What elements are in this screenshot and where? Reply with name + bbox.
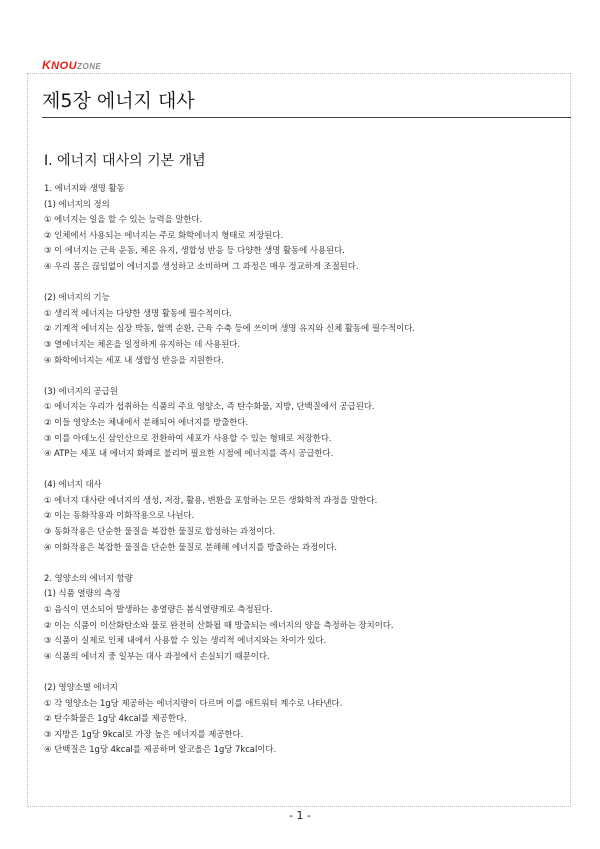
list-item: ② 이들 영양소는 체내에서 분해되어 에너지를 방출한다. [44,416,249,427]
list-item: ③ 식품이 실제로 인체 내에서 사용할 수 있는 생리적 에너지와는 차이가 있다. [44,635,327,646]
knouzone-logo [42,58,101,72]
title-divider [42,117,571,118]
paragraph-gap [44,462,564,478]
list-item: ① 각 영양소는 1g당 제공하는 에너지량이 다르며 이를 애트워터 계수로 나타낸다. [44,697,343,708]
list-item: ② 탄수화물은 1g당 4kcal를 제공한다. [44,713,187,724]
paragraph-gap [44,275,564,291]
list-item: ④ 이화작용은 복잡한 물질을 단순한 물질로 분해해 에너지를 방출하는 과정이다. [44,541,338,552]
logo-letter-k: K [42,58,52,72]
list-item: ② 이는 동화작용과 이화작용으로 나뉜다. [44,510,195,521]
list-item: ③ 동화작용은 단순한 물질을 복잡한 물질로 합성하는 과정이다. [44,526,276,537]
section-heading: Ⅰ. 에너지 대사의 기본 개념 [44,153,206,169]
page-number: - 1 - [289,809,311,822]
list-item: ④ 식품의 에너지 중 일부는 대사 과정에서 손실되기 때문이다. [44,650,270,661]
list-item: ④ 화학에너지는 세포 내 생합성 반응을 지원한다. [44,354,224,365]
heading-energy-and-life: 1. 에너지와 생명 활동 [44,183,125,193]
block-energy-function [44,290,564,368]
block-energy-source [44,384,564,462]
subheading-energy-metabolism: (4) 에너지 대사 [44,479,102,490]
subheading-energy-function: (2) 에너지의 기능 [44,292,110,303]
block-energy-metabolism [44,477,564,555]
heading-nutrient-energy-content: 2. 영양소의 에너지 함량 [44,572,133,583]
list-item: ② 인체에서 사용되는 에너지는 주로 화학에너지 형태로 저장된다. [44,229,284,240]
list-item: ① 음식이 연소되어 발생하는 총열량은 봄식열량계로 측정된다. [44,604,273,615]
block-energy-per-nutrient [44,680,564,758]
paragraph-gap [44,664,564,680]
list-item: ① 에너지 대사란 에너지의 생성, 저장, 활용, 변환을 포함하는 모든 생화학적 과정을 말한다. [44,494,378,505]
block-food-calorie-measurement [44,571,564,665]
chapter-title: 제5장 에너지 대사 [42,90,195,112]
subheading-energy-source: (3) 에너지의 공급원 [44,385,118,396]
list-item: ① 생리적 에너지는 다양한 생명 활동에 필수적이다. [44,307,232,318]
list-item: ③ 이를 아데노신 삼인산으로 전환하여 세포가 사용할 수 있는 형태로 저장한다. [44,432,332,443]
list-item: ④ 단백질은 1g당 4kcal를 제공하며 알코올은 1g당 7kcal이다. [44,744,277,755]
subheading-energy-definition: (1) 에너지의 정의 [44,198,110,209]
list-item: ② 이는 식품이 이산화탄소와 물로 완전히 산화될 때 방출되는 에너지의 양을 측정하는 장치이다. [44,619,394,630]
document-body [44,181,564,758]
subheading-food-calorie-measurement: (1) 식품 열량의 측정 [44,588,121,599]
subheading-energy-per-nutrient: (2) 영양소별 에너지 [44,682,118,692]
paragraph-gap [44,555,564,571]
list-item: ② 기계적 에너지는 심장 박동, 혈액 순환, 근육 수축 등에 쓰이며 생명 유지와 신체 활동에 필수적이다. [44,323,415,334]
list-item: ① 에너지는 우리가 섭취하는 식품의 주요 영양소, 즉 탄수화물, 지방, 단백질에서 공급된다. [44,401,375,412]
block-energy-definition [44,181,564,275]
list-item: ① 에너지는 일을 할 수 있는 능력을 말한다. [44,214,203,225]
list-item: ④ 우리 몸은 끊임없이 에너지를 생성하고 소비하며 그 과정은 매우 정교하게 조절된다. [44,260,359,271]
paragraph-gap [44,368,564,384]
list-item: ③ 열에너지는 체온을 일정하게 유지하는 데 사용된다. [44,338,241,349]
list-item: ③ 이 에너지는 근육 운동, 체온 유지, 생합성 반응 등 다양한 생명 활동에 사용된다. [44,245,345,256]
list-item: ④ ATP는 세포 내 에너지 화폐로 불리며 필요한 시점에 에너지를 즉시 공급한다. [44,448,334,459]
logo-text-zone: ZONE [77,62,102,71]
logo-text-nou: NOU [51,60,78,72]
list-item: ③ 지방은 1g당 9kcal로 가장 높은 에너지를 제공한다. [44,728,244,739]
